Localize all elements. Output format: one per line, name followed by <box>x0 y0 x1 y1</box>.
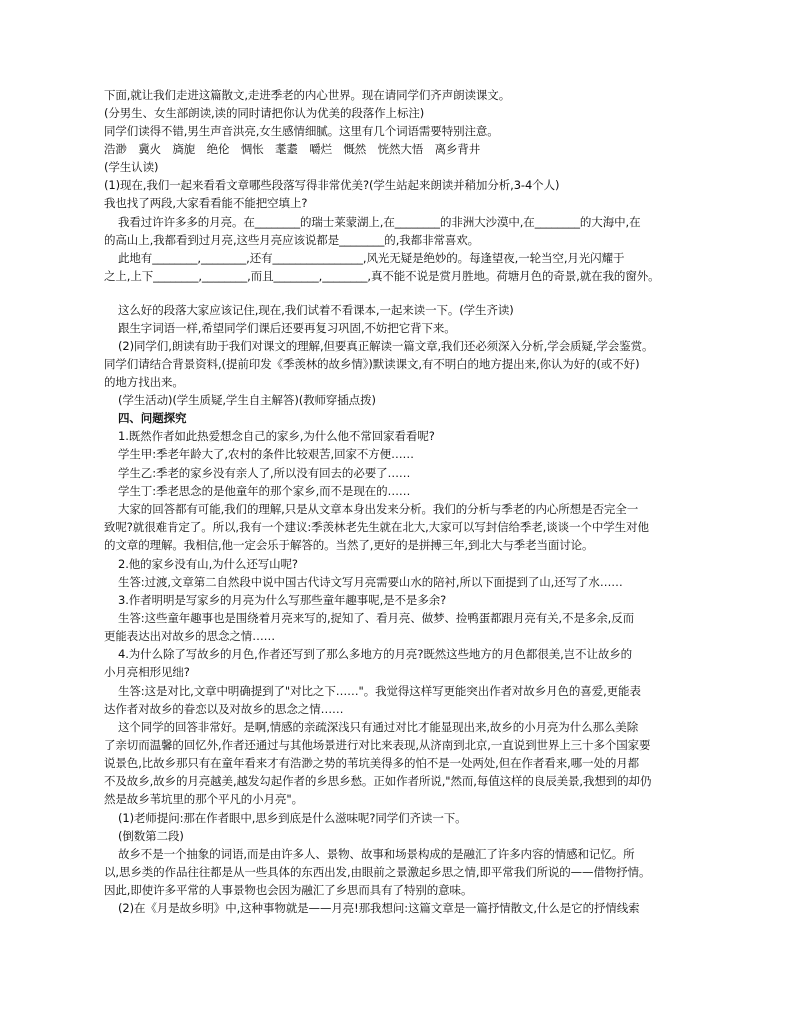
text-line: 小月亮相形见绌? <box>104 665 190 679</box>
text-line: 同学们请结合背景资料,(提前印发《季羡林的故乡情》)默读课文,有不明白的地方提出来,你认为好的(或不好) <box>104 357 640 371</box>
section-heading: 四、问题探究 <box>118 411 187 425</box>
text-line: 学生甲:季老年龄大了,农村的条件比较艰苦,回家不方便…… <box>118 447 414 461</box>
text-line: 学生丁:季老思念的是他童年的那个家乡,而不是现在的…… <box>118 484 411 498</box>
text-line: 下面,就让我们走进这篇散文,走进季老的内心世界。现在请同学们齐声朗读课文。 <box>104 88 511 102</box>
text-line: 然是故乡苇坑里的那个平凡的小月亮"。 <box>104 792 303 806</box>
text-line: 达作者对故乡的眷恋以及对故乡的思念之情…… <box>104 702 344 716</box>
text-line: 更能表达出对故乡的思念之情…… <box>104 629 275 643</box>
text-line: 生答:过渡,文章第二自然段中说中国古代诗文写月亮需要山水的陪衬,所以下面提到了山,还写了水…… <box>118 575 623 589</box>
text-line: 不及故乡,故乡的月亮越美,越发勾起作者的乡思乡愁。正如作者所说,"然而,每值这样的良辰美景,我想到的却仍 <box>104 774 652 788</box>
text-line: 同学们读得不错,男生声音洪亮,女生感情细腻。这里有几个词语需要特别注意。 <box>104 124 499 138</box>
question-line: 1.既然作者如此热爱想念自己的家乡,为什么他不常回家看看呢? <box>118 429 435 443</box>
text-line: 大家的回答都有可能,我们的理解,只是从文章本身出发来分析。我们的分析与季老的内心所想是否完全一 <box>118 502 639 516</box>
text-line: 说景色,比故乡那只有在童年看来才有浩渺之势的苇坑美得多的怕不是一处两处,但在作者看来,哪一处的月都 <box>104 756 640 770</box>
text-line: 了亲切而温馨的回忆外,作者还通过与其他场景进行对比来表现,从济南到北京,一直说到世界上三十多个国家要 <box>104 738 651 752</box>
text-line: (2)在《月是故乡明》中,这种事物就是——月亮!那我想问:这篇文章是一篇抒情散文,什么是它的抒情线索 <box>118 901 640 915</box>
text-line: 的地方找出来。 <box>104 375 184 389</box>
text-line: 我也找了两段,大家看看能不能把空填上? <box>104 196 308 210</box>
text-line: 因此,即使许多平常的人事景物也会因为融汇了乡思而具有了特别的意味。 <box>104 883 473 897</box>
text-line: (1)老师提问:那在作者眼中,思乡到底是什么滋味呢?同学们齐读一下。 <box>118 811 467 825</box>
question-line: 3.作者明明是写家乡的月亮为什么写那些童年趣事呢,是不是多余? <box>118 593 447 607</box>
text-line: (2)同学们,朗读有助于我们对课文的理解,但要真正解读一篇文章,我们还必须深入分析,学会质疑,学会鉴赏。 <box>118 339 654 353</box>
text-line: (学生活动)(学生质疑,学生自主解答)(教师穿插点拨) <box>118 393 376 407</box>
text-line: 这么好的段落大家应该记住,现在,我们试着不看课本,一起来读一下。(学生齐读) <box>118 303 514 317</box>
text-line: 的文章的理解。我相信,他一定会乐于解答的。当然了,更好的是拼搏三年,到北大与季老当面讨论。 <box>104 538 594 552</box>
text-line: 生答:这是对比,文章中明确提到了"对比之下……"。我觉得这样写更能突出作者对故乡月色的喜爱,更能表 <box>118 684 641 698</box>
text-line: (倒数第二段) <box>118 829 184 843</box>
text-line: 跟生字词语一样,希望同学们课后还要再复习巩固,不妨把它背下来。 <box>118 321 456 335</box>
text-line: 此地有________,________,还有________________,风光无疑是绝妙的。每逢望夜,一轮当空,月光闪耀于 <box>118 251 625 265</box>
text-line: (学生认读) <box>104 160 159 174</box>
text-line: 我看过许许多多的月亮。在________的瑞士莱蒙湖上,在________的非洲大沙漠中,在________的大海中,在 <box>118 215 641 229</box>
text-line: 的高山上,我都看到过月亮,这些月亮应该说都是________的,我都非常喜欢。 <box>104 233 480 247</box>
question-line: 2.他的家乡没有山,为什么还写山呢? <box>118 557 298 571</box>
text-line: 生答:这些童年趣事也是围绕着月亮来写的,捉知了、看月亮、做梦、捡鸭蛋都跟月亮有关,不是多余,反而 <box>118 611 635 625</box>
text-line: (分男生、女生部朗读,读的同时请把你认为优美的段落作上标注) <box>104 106 425 120</box>
text-line: (1)现在,我们一起来看看文章哪些段落写得非常优美?(学生站起来朗读并稍加分析,3-4个人) <box>104 178 560 192</box>
text-line: 学生乙:季老的家乡没有亲人了,所以没有回去的必要了…… <box>118 466 411 480</box>
text-line: 致呢?就很难肯定了。所以,我有一个建议:季羡林老先生就在北大,大家可以写封信给季老,谈谈一个中学生对他 <box>104 520 649 534</box>
vocabulary-line: 浩渺 冀火 旖旎 绝伦 惆怅 耄耋 嚼烂 慨然 恍然大悟 离乡背井 <box>104 142 481 156</box>
text-line: 以,思乡类的作品往往都是从一些具体的东西出发,由眼前之景激起乡思之情,即平常我们所说的——借物抒情。 <box>104 865 651 879</box>
text-line: 故乡不是一个抽象的词语,而是由许多人、景物、故事和场景构成的是融汇了许多内容的情感和记忆。所 <box>118 847 635 861</box>
text-line: 之上,上下________,________,而且________,________,真不能不说是赏月胜地。荷塘月色的奇景,就在我的窗外。 <box>104 269 660 283</box>
question-line: 4.为什么除了写故乡的月色,作者还写到了那么多地方的月亮?既然这些地方的月色都很美,岂不让故乡的 <box>118 647 633 661</box>
text-line: 这个同学的回答非常好。是啊,情感的亲疏深浅只有通过对比才能显现出来,故乡的小月亮为什么那么美除 <box>118 720 639 734</box>
